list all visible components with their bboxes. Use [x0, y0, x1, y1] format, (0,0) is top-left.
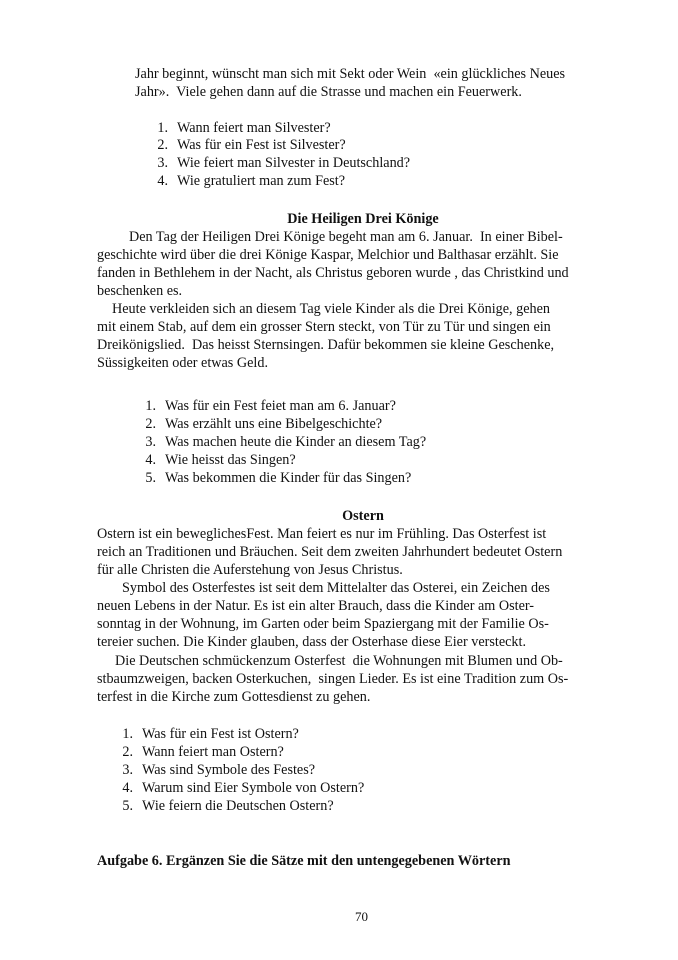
list-number: 5.: [145, 470, 156, 486]
paragraph-line: mit einem Stab, auf dem ein grosser Stern steckt, von Tür zu Tür und singen ein: [97, 319, 551, 335]
section-heading: Die Heiligen Drei Könige: [287, 211, 439, 227]
paragraph-line: geschichte wird über die drei Könige Kaspar, Melchior und Balthasar erzählt. Sie: [97, 247, 559, 263]
list-number: 4.: [122, 780, 133, 796]
paragraph-line: reich an Traditionen und Bräuchen. Seit dem zweiten Jahrhundert bedeutet Ostern: [97, 544, 563, 560]
paragraph-line: stbaumzweigen, backen Osterkuchen, singen Lieder. Es ist eine Tradition zum Os-: [97, 671, 569, 687]
list-number: 5.: [122, 798, 133, 814]
list-number: 4.: [157, 173, 168, 189]
question-text: Wie gratuliert man zum Fest?: [177, 173, 346, 189]
paragraph-line: für alle Christen die Auferstehung von Jesus Christus.: [97, 562, 403, 578]
intro-line: Jahr beginnt, wünscht man sich mit Sekt oder Wein «ein glückliches Neues: [135, 66, 566, 82]
question-text: Wie feiert man Silvester in Deutschland?: [177, 155, 411, 171]
list-number: 2.: [145, 416, 156, 432]
list-number: 3.: [145, 434, 156, 450]
paragraph-line: fanden in Bethlehem in der Nacht, als Christus geboren wurde , das Christkind und: [97, 265, 569, 281]
paragraph-line: beschenken es.: [97, 283, 183, 299]
list-number: 3.: [122, 762, 133, 778]
list-number: 2.: [122, 744, 133, 760]
list-number: 1.: [145, 398, 156, 414]
question-text: Wann feiert man Ostern?: [142, 744, 284, 760]
question-text: Was für ein Fest feiet man am 6. Januar?: [165, 398, 396, 414]
question-text: Wann feiert man Silvester?: [177, 120, 331, 136]
list-number: 1.: [122, 726, 133, 742]
list-number: 1.: [157, 120, 168, 136]
paragraph-line: Den Tag der Heiligen Drei Könige begeht man am 6. Januar. In einer Bibel-: [129, 229, 563, 245]
list-number: 2.: [157, 137, 168, 153]
paragraph-line: Dreikönigslied. Das heisst Sternsingen. Dafür bekommen sie kleine Geschenke,: [97, 337, 555, 353]
intro-line: Jahr». Viele gehen dann auf die Strasse und machen ein Feuerwerk.: [135, 84, 522, 100]
question-text: Wie feiern die Deutschen Ostern?: [142, 798, 334, 814]
paragraph-line: Ostern ist ein beweglichesFest. Man feiert es nur im Frühling. Das Osterfest ist: [97, 526, 547, 542]
task-heading: Aufgabe 6. Ergänzen Sie die Sätze mit den untengegebenen Wörtern: [97, 853, 511, 869]
question-text: Was sind Symbole des Festes?: [142, 762, 316, 778]
paragraph-line: Symbol des Osterfestes ist seit dem Mittelalter das Osterei, ein Zeichen des: [122, 580, 550, 596]
question-text: Was bekommen die Kinder für das Singen?: [165, 470, 412, 486]
list-number: 4.: [145, 452, 156, 468]
paragraph-line: Heute verkleiden sich an diesem Tag viele Kinder als die Drei Könige, gehen: [112, 301, 551, 317]
question-text: Was für ein Fest ist Ostern?: [142, 726, 299, 742]
section-heading: Ostern: [342, 508, 384, 524]
list-number: 3.: [157, 155, 168, 171]
paragraph-line: sonntag in der Wohnung, im Garten oder beim Spaziergang mit der Familie Os-: [97, 616, 549, 632]
paragraph-line: tereier suchen. Die Kinder glauben, dass der Osterhase diese Eier versteckt.: [97, 634, 526, 650]
question-text: Wie heisst das Singen?: [165, 452, 296, 468]
question-text: Was erzählt uns eine Bibelgeschichte?: [165, 416, 383, 432]
page-number: 70: [355, 909, 368, 924]
paragraph-line: terfest in die Kirche zum Gottesdienst zu gehen.: [97, 689, 371, 705]
paragraph-line: Die Deutschen schmückenzum Osterfest die Wohnungen mit Blumen und Ob-: [115, 653, 563, 669]
question-text: Warum sind Eier Symbole von Ostern?: [142, 780, 365, 796]
paragraph-line: Süssigkeiten oder etwas Geld.: [97, 355, 269, 371]
paragraph-line: neuen Lebens in der Natur. Es ist ein alter Brauch, dass die Kinder am Oster-: [97, 598, 535, 614]
question-text: Was machen heute die Kinder an diesem Tag?: [165, 434, 427, 450]
question-text: Was für ein Fest ist Silvester?: [177, 137, 346, 153]
